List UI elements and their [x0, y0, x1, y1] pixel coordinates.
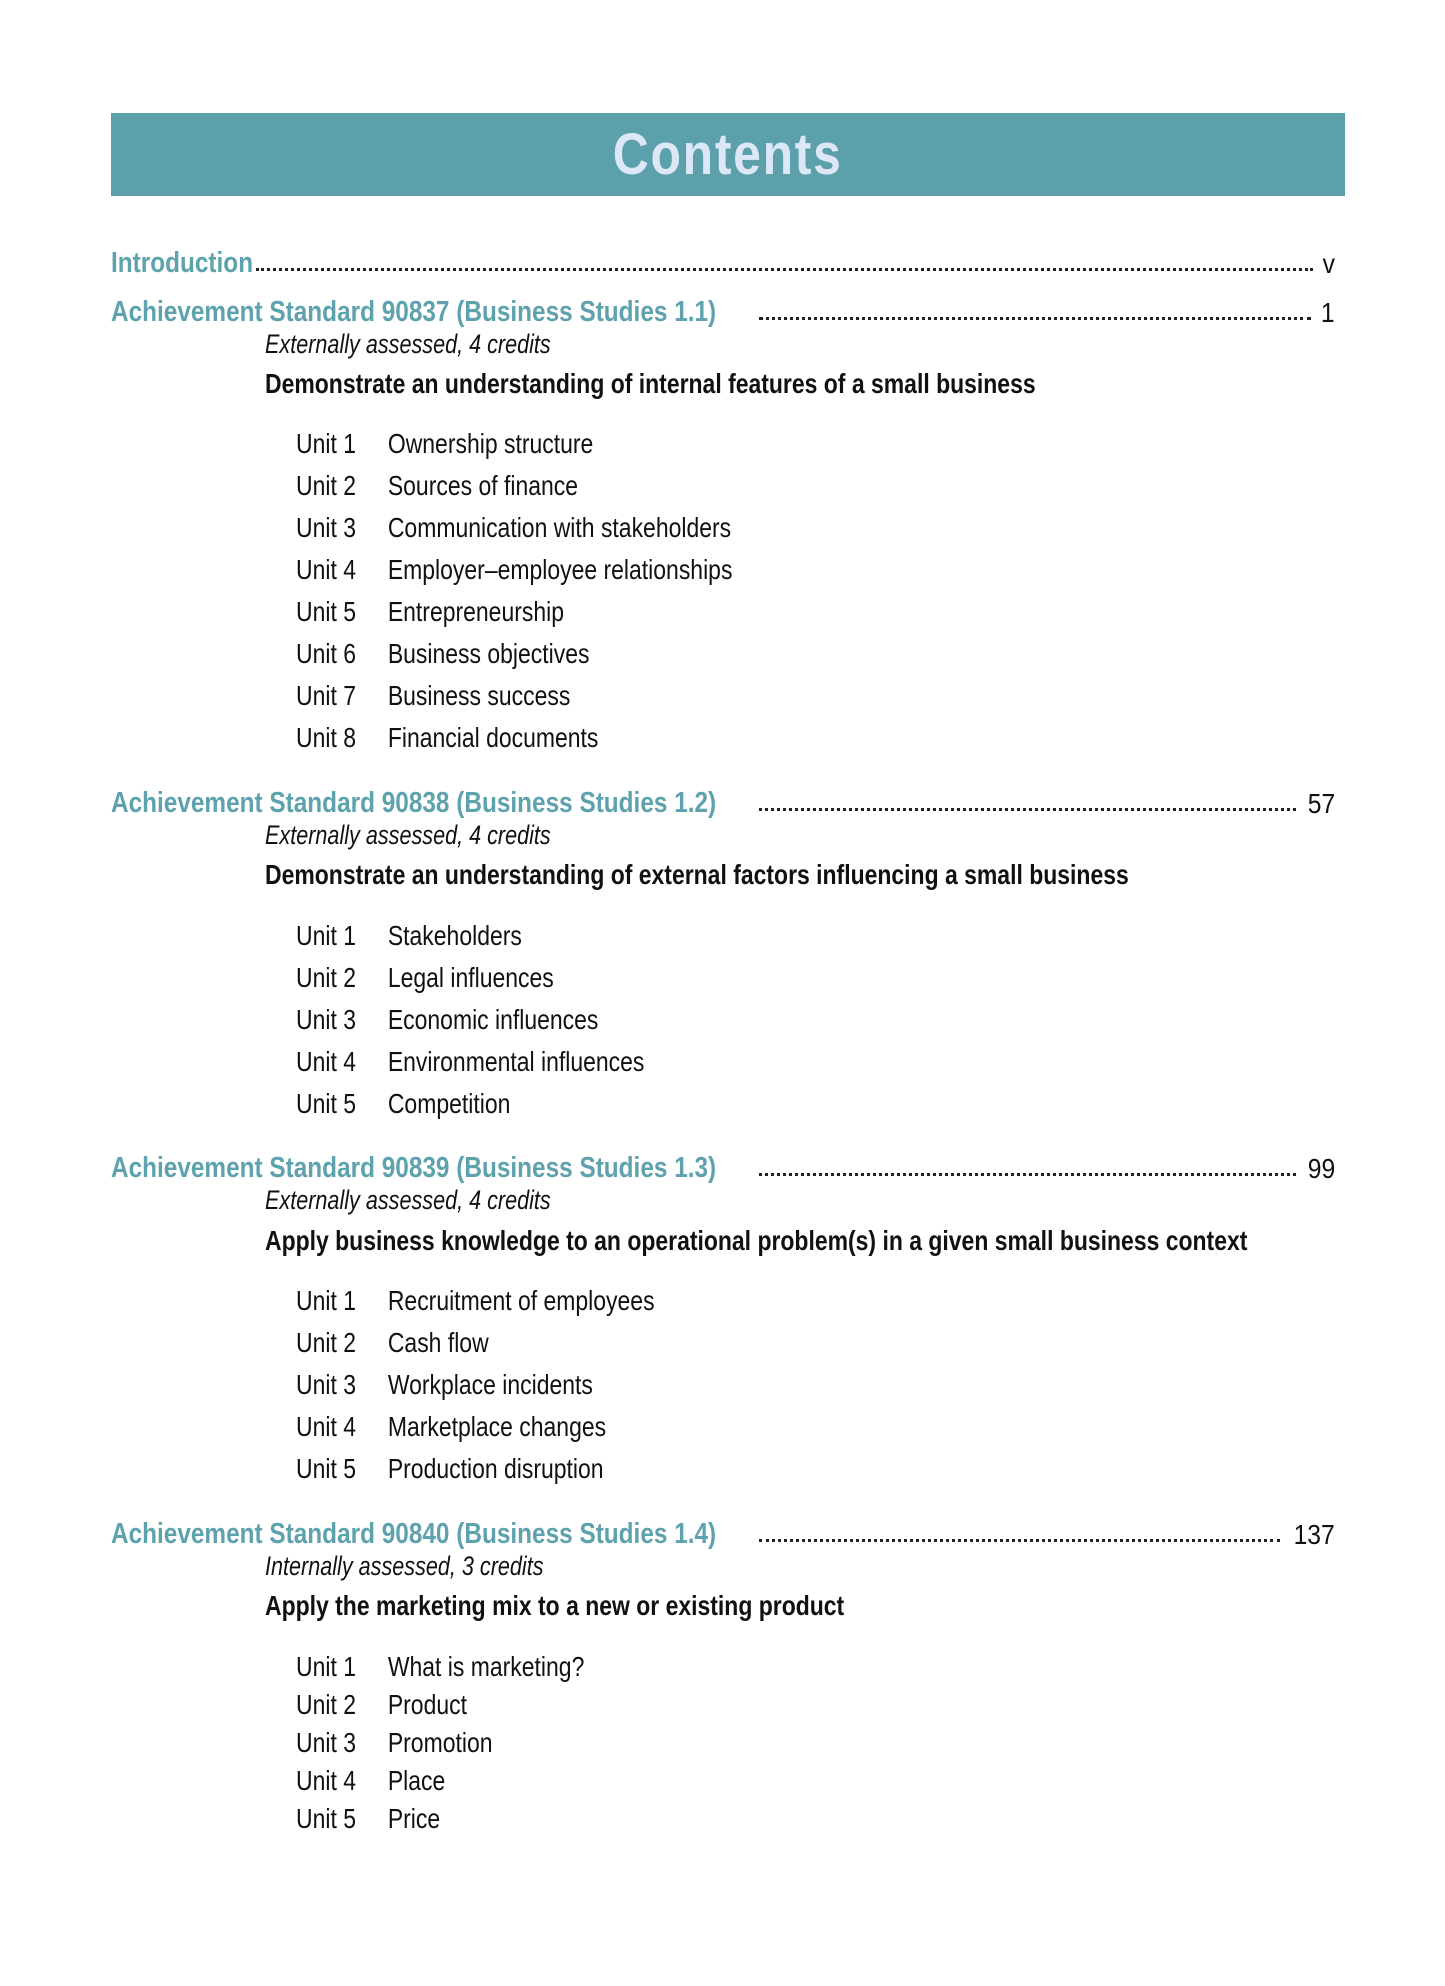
unit-name: Entrepreneurship	[387, 596, 564, 627]
assessment-info: Externally assessed, 4 credits	[265, 820, 551, 850]
unit-number: Unit 4	[296, 1046, 356, 1077]
page-number: 137	[1293, 1519, 1335, 1550]
unit-name: Sources of finance	[387, 470, 579, 501]
unit-item[interactable]	[296, 1765, 445, 1797]
unit-item[interactable]	[296, 1651, 584, 1683]
unit-item[interactable]	[296, 1369, 593, 1401]
dot-leader	[256, 267, 1313, 271]
dot-leader	[759, 1538, 1280, 1542]
unit-item[interactable]	[296, 1004, 598, 1036]
unit-name: Product	[387, 1689, 467, 1720]
unit-name: Place	[387, 1765, 446, 1796]
unit-number: Unit 5	[296, 1453, 356, 1484]
unit-name: Competition	[387, 1088, 511, 1119]
unit-name: Business success	[387, 680, 571, 711]
unit-name: Financial documents	[387, 722, 599, 753]
toc-entry-title[interactable]: Achievement Standard 90839 (Business Studies 1.3)	[111, 1152, 717, 1184]
assessment-info: Externally assessed, 4 credits	[265, 329, 551, 359]
unit-item[interactable]	[296, 1327, 489, 1359]
unit-item[interactable]	[296, 1046, 644, 1078]
unit-item[interactable]	[296, 920, 522, 952]
unit-name: Ownership structure	[387, 428, 594, 459]
unit-number: Unit 3	[296, 1727, 356, 1758]
toc-entry-introduction[interactable]	[111, 240, 1335, 280]
unit-number: Unit 2	[296, 470, 356, 501]
standard-description: Demonstrate an understanding of internal features of a small business	[265, 368, 1036, 399]
unit-name: Business objectives	[387, 638, 590, 669]
unit-number: Unit 5	[296, 596, 356, 627]
unit-name: Production disruption	[387, 1453, 604, 1484]
unit-name: What is marketing?	[387, 1651, 585, 1682]
unit-name: Employer–employee relationships	[387, 554, 733, 585]
unit-item[interactable]	[296, 962, 554, 994]
toc-entry-standard-90839[interactable]	[111, 1145, 1335, 1185]
unit-number: Unit 1	[296, 428, 356, 459]
unit-item[interactable]	[296, 512, 731, 544]
unit-item[interactable]	[296, 1411, 606, 1443]
unit-item[interactable]	[296, 1727, 492, 1759]
unit-item[interactable]	[296, 596, 564, 628]
toc-entry-title[interactable]: Achievement Standard 90840 (Business Studies 1.4)	[111, 1518, 717, 1550]
contents-header-bar	[111, 113, 1345, 196]
standard-description: Demonstrate an understanding of external factors influencing a small business	[265, 859, 1129, 890]
unit-number: Unit 6	[296, 638, 356, 669]
unit-item[interactable]	[296, 1803, 440, 1835]
page-number: 1	[1321, 297, 1335, 328]
unit-number: Unit 2	[296, 1689, 356, 1720]
unit-number: Unit 7	[296, 680, 356, 711]
unit-item[interactable]	[296, 1088, 510, 1120]
page-number: 57	[1307, 788, 1335, 819]
standard-description: Apply the marketing mix to a new or existing product	[265, 1590, 845, 1621]
page-title: Contents	[613, 122, 843, 187]
unit-number: Unit 3	[296, 1369, 356, 1400]
dot-leader	[759, 1172, 1296, 1176]
toc-entry-title[interactable]: Introduction	[111, 247, 254, 279]
unit-number: Unit 3	[296, 1004, 356, 1035]
unit-name: Economic influences	[387, 1004, 599, 1035]
unit-number: Unit 8	[296, 722, 356, 753]
standard-description: Apply business knowledge to an operational problem(s) in a given small business context	[265, 1225, 1248, 1256]
toc-entry-title[interactable]: Achievement Standard 90837 (Business Studies 1.1)	[111, 296, 717, 328]
unit-name: Recruitment of employees	[387, 1285, 655, 1316]
unit-number: Unit 4	[296, 1765, 356, 1796]
unit-item[interactable]	[296, 1285, 655, 1317]
page-number: 99	[1307, 1153, 1335, 1184]
toc-entry-standard-90838[interactable]	[111, 780, 1335, 820]
unit-name: Stakeholders	[387, 920, 522, 951]
unit-name: Workplace incidents	[387, 1369, 593, 1400]
unit-name: Environmental influences	[387, 1046, 645, 1077]
unit-name: Promotion	[387, 1727, 493, 1758]
unit-number: Unit 5	[296, 1803, 356, 1834]
unit-number: Unit 2	[296, 1327, 356, 1358]
unit-name: Marketplace changes	[387, 1411, 607, 1442]
toc-entry-standard-90840[interactable]	[111, 1511, 1335, 1551]
dot-leader	[759, 807, 1296, 811]
unit-name: Price	[387, 1803, 441, 1834]
unit-item[interactable]	[296, 638, 589, 670]
unit-item[interactable]	[296, 470, 578, 502]
unit-number: Unit 1	[296, 1651, 356, 1682]
unit-number: Unit 4	[296, 554, 356, 585]
unit-number: Unit 1	[296, 1285, 356, 1316]
dot-leader	[759, 316, 1311, 320]
unit-name: Legal influences	[387, 962, 554, 993]
unit-number: Unit 1	[296, 920, 356, 951]
unit-item[interactable]	[296, 722, 598, 754]
assessment-info: Externally assessed, 4 credits	[265, 1185, 551, 1215]
toc-entry-title[interactable]: Achievement Standard 90838 (Business Studies 1.2)	[111, 787, 717, 819]
unit-item[interactable]	[296, 428, 593, 460]
unit-name: Communication with stakeholders	[387, 512, 732, 543]
unit-number: Unit 2	[296, 962, 356, 993]
unit-item[interactable]	[296, 554, 732, 586]
unit-number: Unit 3	[296, 512, 356, 543]
unit-number: Unit 5	[296, 1088, 356, 1119]
assessment-info: Internally assessed, 3 credits	[265, 1551, 544, 1581]
unit-item[interactable]	[296, 1453, 604, 1485]
unit-item[interactable]	[296, 680, 570, 712]
unit-name: Cash flow	[387, 1327, 489, 1358]
unit-item[interactable]	[296, 1689, 467, 1721]
page-number: v	[1322, 248, 1335, 279]
toc-entry-standard-90837[interactable]	[111, 289, 1335, 329]
unit-number: Unit 4	[296, 1411, 356, 1442]
